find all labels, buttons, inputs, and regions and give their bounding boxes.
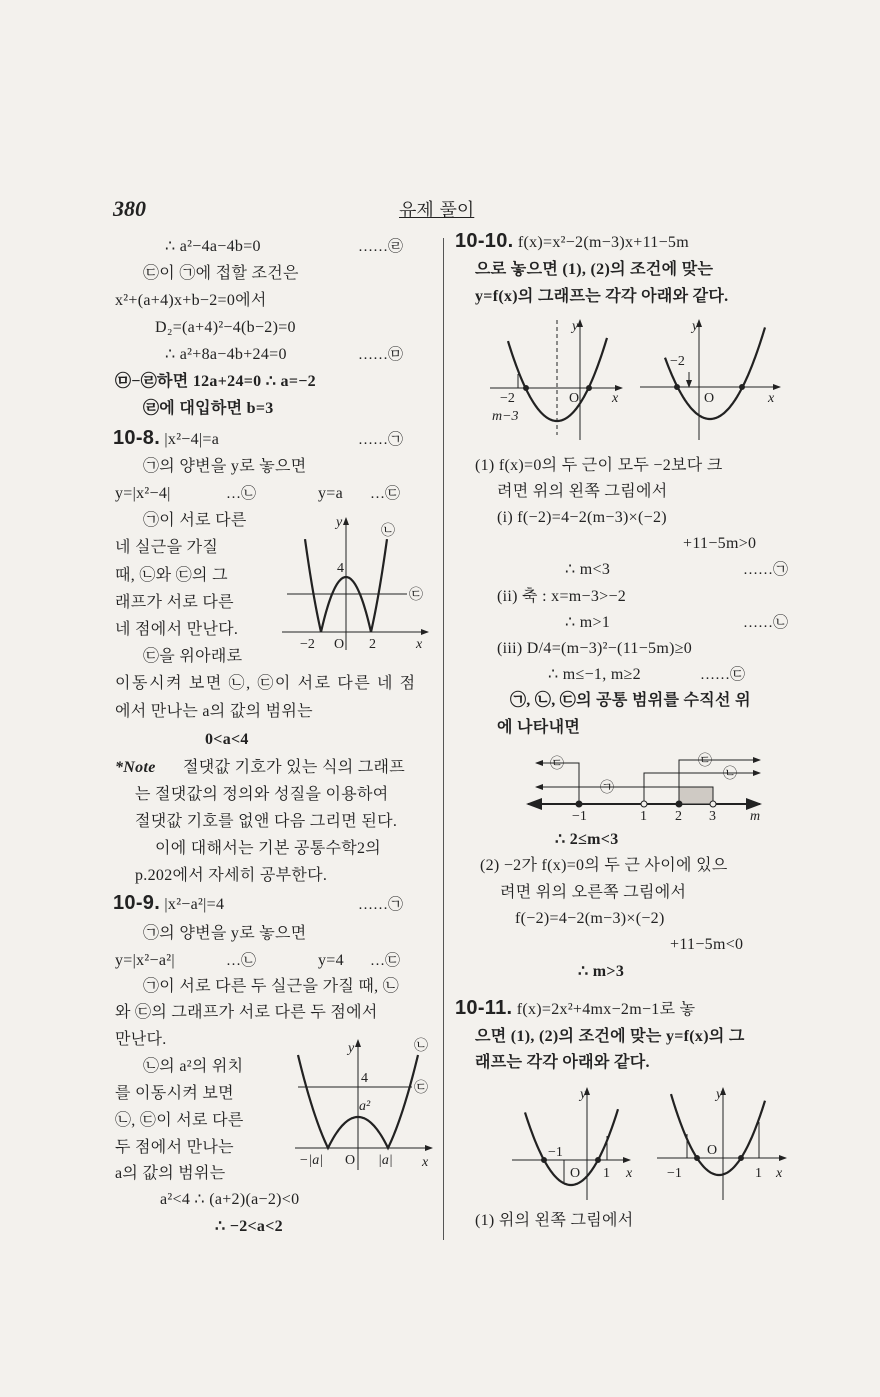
text-line: ㉤−㉣하면 12a+24=0 ∴ a=−2 (115, 373, 316, 390)
text-line: 때, ㉡와 ㉢의 그 (115, 567, 228, 584)
text-line: ㉠이 서로 다른 (143, 512, 247, 529)
variable-label: m (750, 809, 761, 824)
parabola (671, 1094, 765, 1175)
text-line: ㉡의 a²의 위치 (143, 1058, 244, 1075)
graph-10-11-right (657, 1088, 786, 1200)
eq-marker: ……㉠ (358, 432, 404, 448)
equation-line: ∴ m<3 (565, 561, 611, 578)
text-line: ㉠, ㉡, ㉢의 공통 범위를 수직선 위 (510, 692, 751, 709)
problem-number: 10-9. (113, 892, 161, 914)
text-line: 려면 위의 오른쪽 그림에서 (500, 884, 687, 901)
equation-line: (i) f(−2)=4−2(m−3)×(−2) (497, 509, 667, 526)
root-point (675, 385, 680, 390)
problem-number: 10-10. (455, 230, 514, 252)
equation: |x²−a²|=4 (164, 896, 225, 913)
equation-line: ∴ m>1 (565, 614, 611, 631)
marker-b: ㉡ (381, 524, 395, 539)
root-point (739, 1156, 744, 1161)
text-line: a의 값의 범위는 (115, 1165, 226, 1182)
note-text: 이에 대해서는 기본 공통수학2의 (155, 840, 382, 857)
eq-marker: …㉡ (226, 486, 257, 502)
section-title: 유제 풀이 (399, 200, 475, 221)
x-label: x (416, 637, 423, 652)
text-line: (2) −2가 f(x)=0의 두 근 사이에 있으 (480, 857, 728, 874)
result-line: 0<a<4 (205, 731, 249, 748)
label-neg1: −1 (667, 1166, 682, 1181)
equation-line: (ii) 축 : x=m−3>−2 (497, 588, 627, 605)
label-a-squared: a² (359, 1099, 371, 1114)
root-point (542, 1158, 547, 1163)
equation-line: f(−2)=4−2(m−3)×(−2) (515, 910, 665, 927)
marker-b: ㉡ (723, 767, 737, 782)
label-1: 1 (603, 1166, 610, 1181)
x-label: x (626, 1166, 633, 1181)
equation-line: ∴ a²−4a−4b=0 (165, 238, 261, 255)
text-line: ㉠의 양변을 y로 놓으면 (143, 925, 307, 942)
text-line: 이동시켜 보면 ㉡, ㉢이 서로 다른 네 점 (115, 675, 417, 692)
text-line: 으로 놓으면 (1), (2)의 조건에 맞는 (475, 261, 714, 278)
label-neg-abs-a: −|a| (299, 1153, 324, 1168)
parabola (665, 327, 765, 419)
problem-number: 10-8. (113, 427, 161, 449)
equation-line: x²+(a+4)x+b−2=0에서 (115, 292, 267, 309)
equation-line: D₂=(a+4)²−4(b−2)=0 (155, 319, 296, 336)
text-line: ㉠이 서로 다른 두 실근을 가질 때, ㉡ (143, 978, 400, 995)
label-origin: O (704, 391, 715, 406)
label-origin: O (345, 1153, 356, 1168)
y-label: y (716, 1087, 723, 1102)
tick-label-neg1: −1 (572, 809, 587, 824)
label-2: 2 (369, 637, 376, 652)
marker-c-left: ㉢ (550, 757, 564, 772)
y-label: y (580, 1087, 587, 1102)
root-point (587, 386, 592, 391)
tick-label-2: 2 (675, 809, 682, 824)
marker-c: ㉢ (414, 1081, 428, 1096)
y-label: y (348, 1041, 355, 1056)
text-line: 와 ㉢의 그래프가 서로 다른 두 점에서 (115, 1004, 378, 1021)
label-4: 4 (337, 561, 344, 576)
text-line: 에 나타내면 (497, 719, 581, 736)
page-number: 380 (113, 196, 146, 221)
root-point (596, 1158, 601, 1163)
note-label: *Note (115, 759, 156, 776)
tick-label-3: 3 (709, 809, 716, 824)
common-range-shade (679, 787, 713, 804)
marker-c-right: ㉢ (698, 754, 712, 769)
text-line: 려면 위의 왼쪽 그림에서 (497, 483, 668, 500)
label-origin: O (569, 391, 580, 406)
label-origin: O (570, 1166, 581, 1181)
x-label: x (768, 391, 775, 406)
closed-point (676, 801, 682, 807)
closed-point (576, 801, 582, 807)
text-line: 네 실근을 가질 (115, 539, 219, 556)
root-point (524, 386, 529, 391)
equation-line: +11−5m>0 (683, 535, 757, 552)
x-label: x (422, 1155, 429, 1170)
open-point (641, 801, 647, 807)
eq-marker: ……㉠ (358, 897, 404, 913)
marker-b: ㉡ (414, 1039, 428, 1054)
graph-10-10-right (640, 320, 780, 440)
text-line: ㉣에 대입하면 b=3 (143, 400, 274, 417)
problem-number: 10-11. (455, 997, 513, 1019)
note-text: 절댓값 기호가 있는 식의 그래프 (183, 759, 406, 776)
text-line: y=f(x)의 그래프는 각각 아래와 같다. (475, 288, 729, 305)
open-point (710, 801, 716, 807)
equation-line: y=|x²−a²| (115, 952, 175, 969)
text-line: 두 점에서 만나는 (115, 1139, 234, 1156)
equation-line: ∴ m≤−1, m≥2 (548, 666, 641, 683)
note-text: 절댓값 기호를 없앤 다음 그리면 된다. (135, 813, 398, 830)
text-line: 래프가 서로 다른 (115, 594, 234, 611)
equation: f(x)=x²−2(m−3)x+11−5m (517, 234, 689, 251)
text-line: ㉢을 위아래로 (143, 648, 243, 665)
label-origin: O (707, 1143, 718, 1158)
label-neg2: −2 (300, 637, 315, 652)
label-neg2: −2 (670, 354, 685, 369)
equation-line: ∴ a²+8a−4b+24=0 (165, 346, 287, 363)
x-label: x (776, 1166, 783, 1181)
equation-line: (iii) D/4=(m−3)²−(11−5m)≥0 (497, 640, 693, 657)
note-text: p.202에서 자세히 공부한다. (135, 867, 328, 884)
tick-label-1: 1 (640, 809, 647, 824)
equation: |x²−4|=a (164, 431, 220, 448)
label-neg2: −2 (500, 391, 515, 406)
eq-marker: ……㉠ (743, 562, 789, 578)
label-abs-a: |a| (378, 1153, 393, 1168)
text-line: 에서 만나는 a의 값의 범위는 (115, 703, 313, 720)
marker-c: ㉢ (409, 588, 423, 603)
text-line: ㉡, ㉢이 서로 다른 (115, 1112, 244, 1129)
eq-marker: ……㉡ (743, 615, 789, 631)
eq-marker: ……㉣ (358, 239, 404, 255)
text-line: 네 점에서 만난다. (115, 621, 239, 638)
note-text: 는 절댓값의 정의와 성질을 이용하여 (135, 786, 389, 803)
graph-10-8 (282, 518, 428, 650)
eq-marker: ……㉢ (700, 667, 746, 683)
x-label: x (612, 391, 619, 406)
equation-line: y=4 (318, 952, 344, 969)
graph-10-11-left (512, 1088, 630, 1200)
marker-a: ㉠ (600, 781, 614, 796)
text-line: ㉠의 양변을 y로 놓으면 (143, 458, 307, 475)
text-line: ㉢이 ㉠에 접할 조건은 (143, 265, 299, 282)
label-origin: O (334, 637, 345, 652)
eq-marker: ……㉤ (358, 347, 404, 363)
result-line: ∴ −2<a<2 (215, 1218, 283, 1235)
text-line: 으면 (1), (2)의 조건에 맞는 y=f(x)의 그 (475, 1028, 745, 1045)
y-label: y (572, 319, 579, 334)
label-axis-m-minus-3: m−3 (492, 409, 519, 424)
eq-marker: …㉢ (370, 486, 401, 502)
result-line: ∴ 2≤m<3 (555, 831, 619, 848)
eq-marker: …㉡ (226, 953, 257, 969)
text-line: 래프는 각각 아래와 같다. (475, 1054, 650, 1071)
label-1: 1 (755, 1166, 762, 1181)
equation-line: +11−5m<0 (670, 936, 744, 953)
equation-line: y=a (318, 485, 344, 502)
equation-line: a²<4 ∴ (a+2)(a−2)<0 (160, 1191, 300, 1208)
text-line: 만난다. (115, 1031, 167, 1048)
root-point (740, 385, 745, 390)
label-4: 4 (361, 1071, 368, 1086)
eq-marker: …㉢ (370, 953, 401, 969)
equation-line: y=|x²−4| (115, 485, 171, 502)
y-label: y (336, 515, 343, 530)
result-line: ∴ m>3 (578, 963, 625, 980)
text-line: (1) 위의 왼쪽 그림에서 (475, 1212, 634, 1229)
equation: f(x)=2x²+4mx−2m−1로 놓 (516, 1001, 696, 1018)
label-neg1: −1 (548, 1145, 563, 1160)
root-point (695, 1156, 700, 1161)
text-line: 를 이동시켜 보면 (115, 1085, 234, 1102)
text-line: (1) f(x)=0의 두 근이 모두 −2보다 크 (475, 457, 723, 474)
y-label: y (692, 319, 699, 334)
